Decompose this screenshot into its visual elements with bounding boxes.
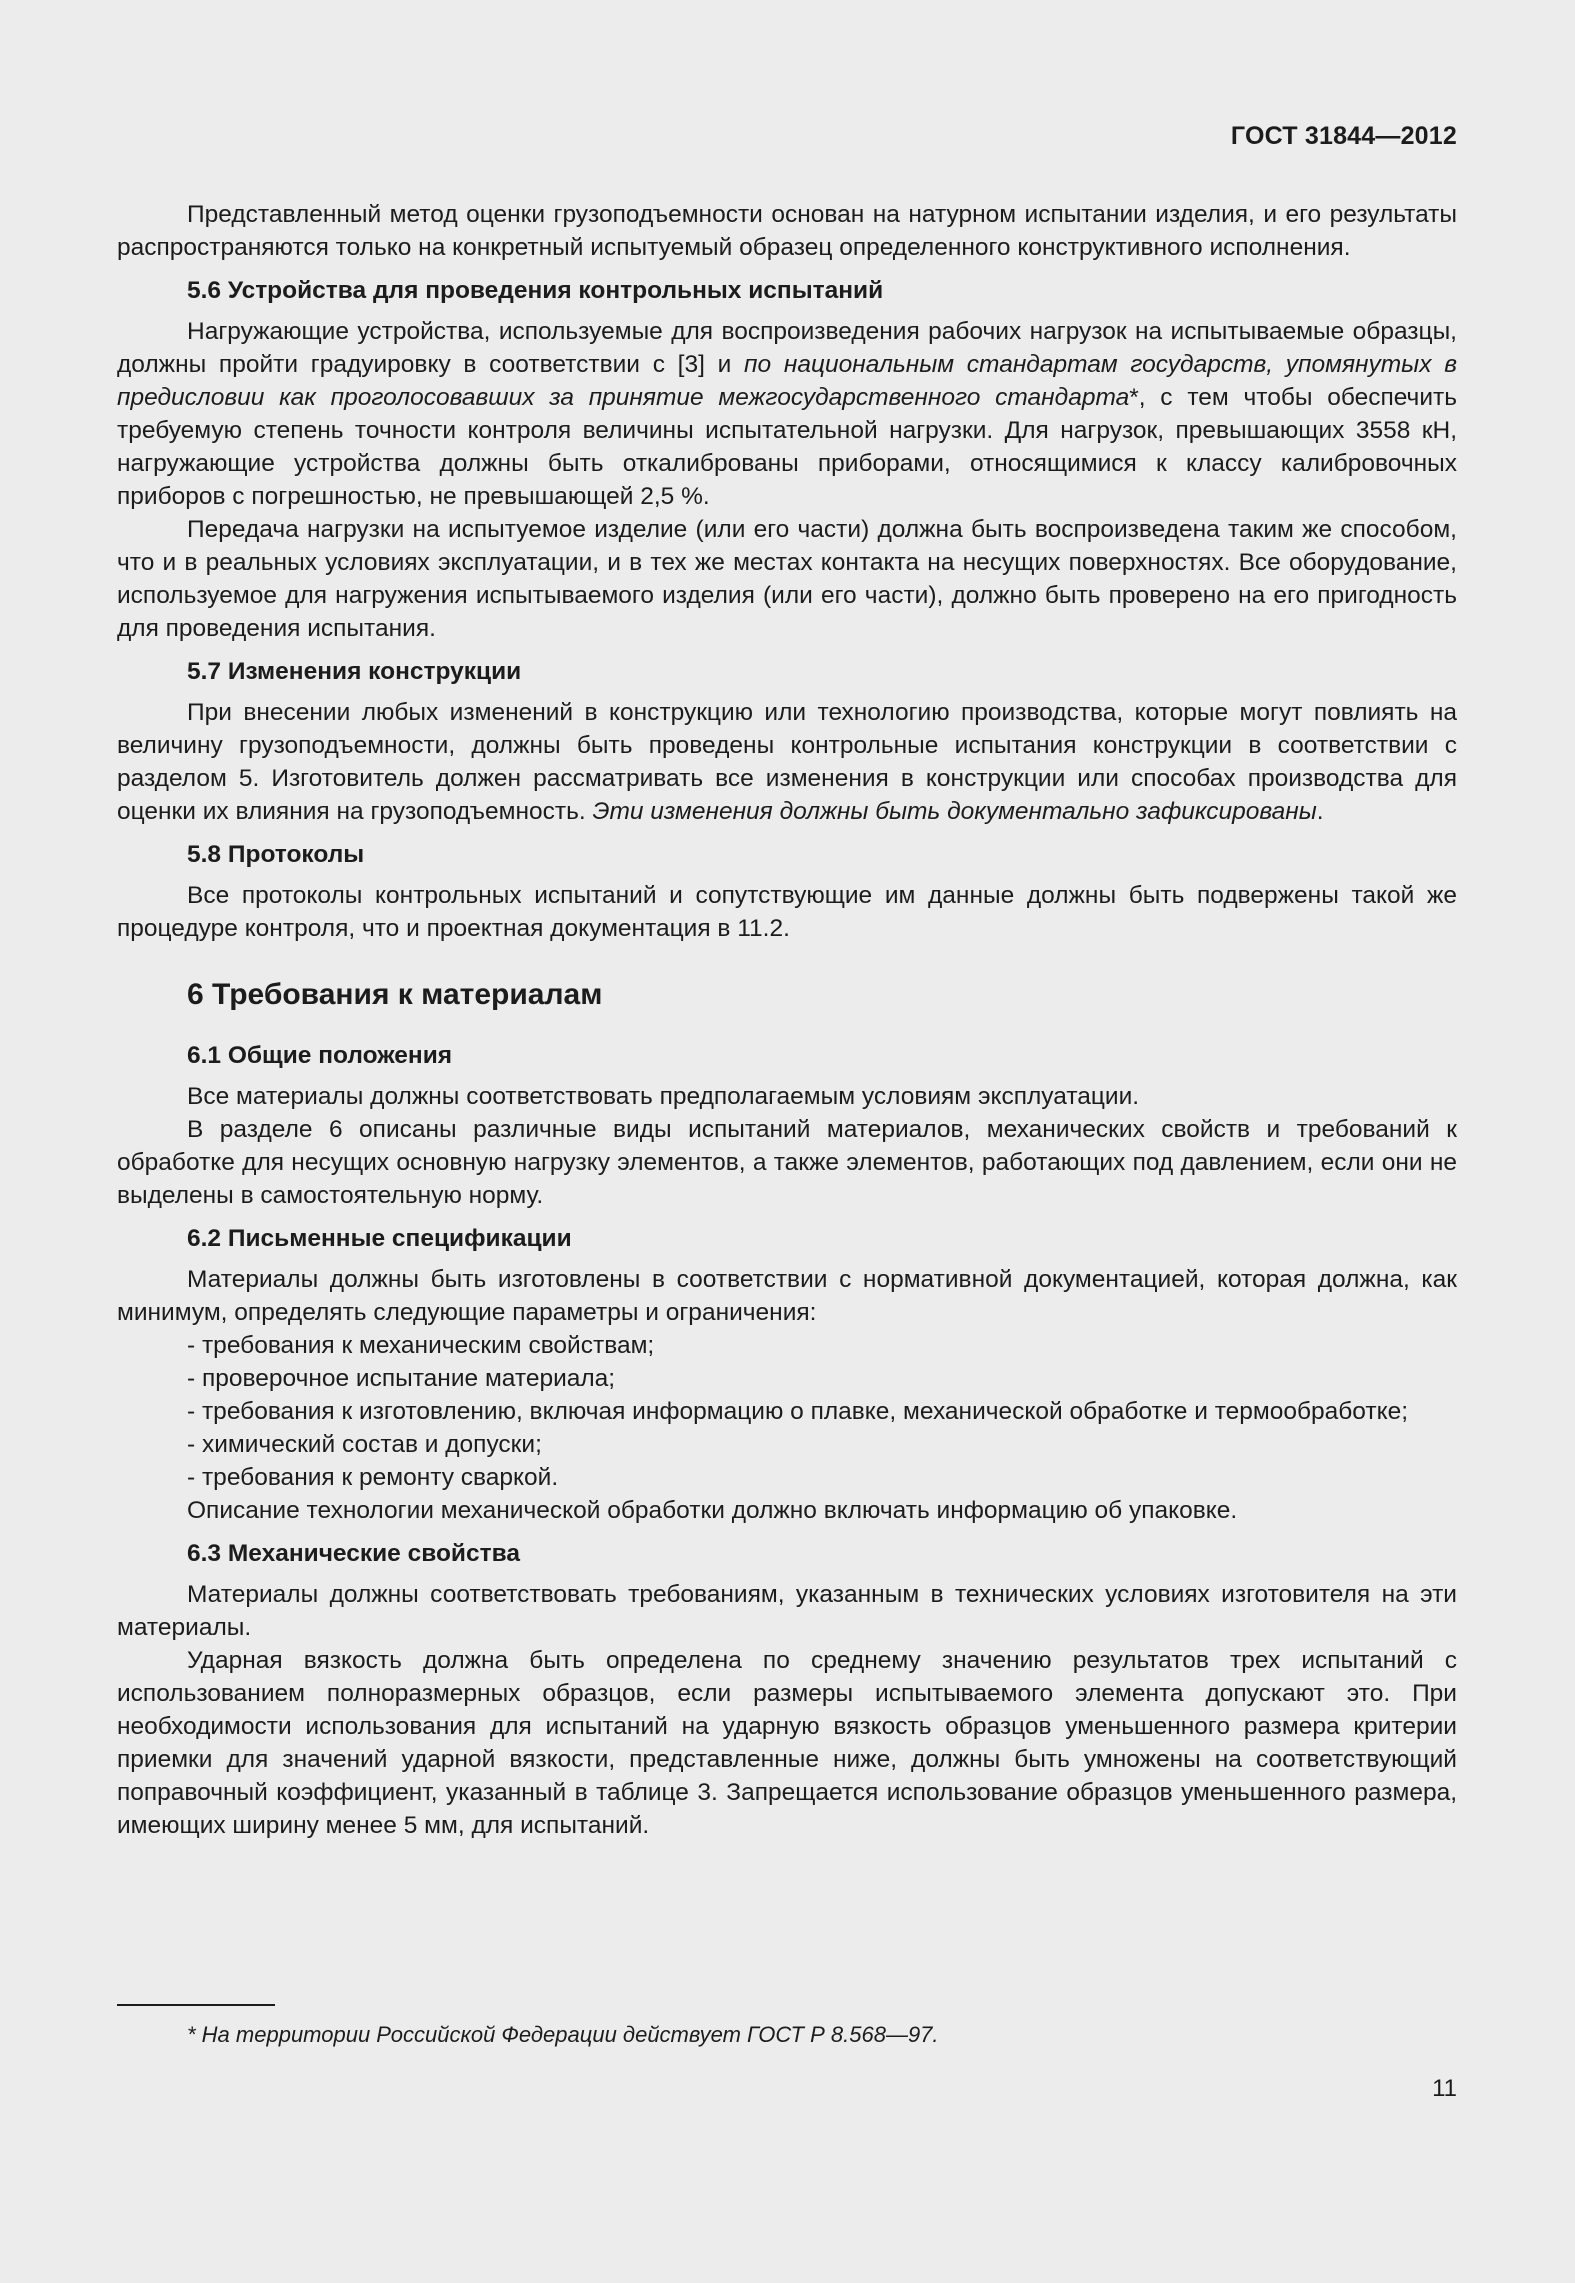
section-5-7-italic-text: Эти изменения должны быть документально зафиксированы	[592, 798, 1317, 825]
section-6-2-heading: 6.2 Письменные спецификации	[187, 1225, 572, 1252]
section-5-6-text-b: *, с тем чтобы обеспечить требуемую степень точности контроля величины испытательной нагрузки. Для нагрузок, превышающих 3558 кН, нагружающие устройства должны быть откалиброваны приборами, относящимися к классу калибровочных приборов с погрешностью, не превышающей 2,5 %.	[117, 384, 1457, 510]
intro-paragraph: Представленный метод оценки грузоподъемности основан на натурном испытании изделия, и его результаты распространяются только на конкретный испытуемый образец определенного конструктивного исполнения.	[117, 201, 1457, 261]
list-item: - проверочное испытание материала;	[187, 1365, 616, 1392]
page-body	[117, 198, 1457, 1842]
section-6-heading: 6 Требования к материалам	[187, 978, 603, 1011]
section-6-3-paragraph-2: Ударная вязкость должна быть определена по среднему значению результатов трех испытаний с использованием полноразмерных образцов, если размеры испытываемого элемента допускают это. При необходимости использования для испытаний на ударную вязкость образцов уменьшенного размера критерии приемки для значений ударной вязкости, представленные ниже, должны быть умножены на соответствующий поправочный коэффициент, указанный в таблице 3. Запрещается использование образцов уменьшенного размера, имеющих ширину менее 5 мм, для испытаний.	[117, 1647, 1457, 1839]
document-id-header: ГОСТ 31844—2012	[1230, 122, 1457, 150]
list-item: - требования к ремонту сваркой.	[187, 1464, 559, 1491]
section-5-6-paragraph-2: Передача нагрузки на испытуемое изделие (или его части) должна быть воспроизведена таким же способом, что и в реальных условиях эксплуатации, и в тех же местах контакта на несущих поверхностях. Все оборудование, используемое для нагружения испытываемого изделия (или его части), должно быть проверено на его пригодность для проведения испытания.	[117, 516, 1457, 642]
list-item: - требования к механическим свойствам;	[187, 1332, 655, 1359]
section-6-3-heading: 6.3 Механические свойства	[187, 1540, 520, 1567]
section-6-1-paragraph-2: В разделе 6 описаны различные виды испытаний материалов, механических свойств и требований к обработке для несущих основную нагрузку элементов, а также элементов, работающих под давлением, если они не выделены в самостоятельную норму.	[117, 1116, 1457, 1209]
section-6-1-paragraph-1: Все материалы должны соответствовать предполагаемым условиям эксплуатации.	[187, 1083, 1140, 1110]
section-6-3-paragraph-1: Материалы должны соответствовать требованиям, указанным в технических условиях изготовителя на эти материалы.	[117, 1581, 1457, 1641]
section-5-6-heading: 5.6 Устройства для проведения контрольных испытаний	[187, 277, 884, 304]
section-5-8-paragraph-1: Все протоколы контрольных испытаний и сопутствующие им данные должны быть подвержены такой же процедуре контроля, что и проектная документация в 11.2.	[117, 882, 1457, 942]
section-5-8-heading: 5.8 Протоколы	[187, 841, 365, 868]
section-5-6-text-a: Нагружающие устройства, используемые для воспроизведения рабочих нагрузок на испытываемые образцы, должны пройти градуировку в соответствии с [3] и	[117, 318, 1457, 378]
section-5-7-text-a: При внесении любых изменений в конструкцию или технологию производства, которые могут повлиять на величину грузоподъемности, должны быть проведены контрольные испытания конструкции в соответствии с разделом 5. Изготовитель должен рассматривать все изменения в конструкции или способах производства для оценки их влияния на грузоподъемность.	[117, 699, 1457, 825]
footnote-divider	[117, 2004, 275, 2006]
list-item: - требования к изготовлению, включая информацию о плавке, механической обработке и термообработке;	[187, 1398, 1409, 1425]
section-5-7-heading: 5.7 Изменения конструкции	[187, 658, 522, 685]
footnote: * На территории Российской Федерации действует ГОСТ Р 8.568—97.	[187, 2022, 939, 2047]
list-item: - химический состав и допуски;	[187, 1431, 542, 1458]
section-6-2-paragraph-1: Материалы должны быть изготовлены в соответствии с нормативной документацией, которая должна, как минимум, определять следующие параметры и ограничения:	[117, 1266, 1457, 1326]
section-5-6-italic-text: по национальным стандартам государств, упомянутых в предисловии как проголосовавших за принятие межгосударственного стандарта	[117, 351, 1457, 411]
section-6-1-heading: 6.1 Общие положения	[187, 1042, 453, 1069]
section-6-2-paragraph-2: Описание технологии механической обработки должно включать информацию об упаковке.	[187, 1497, 1238, 1524]
section-5-7-paragraph-1	[117, 696, 1457, 828]
section-5-6-paragraph-1	[117, 315, 1457, 513]
page-number: 11	[1432, 2075, 1457, 2102]
section-5-7-text-b: .	[1316, 798, 1324, 825]
